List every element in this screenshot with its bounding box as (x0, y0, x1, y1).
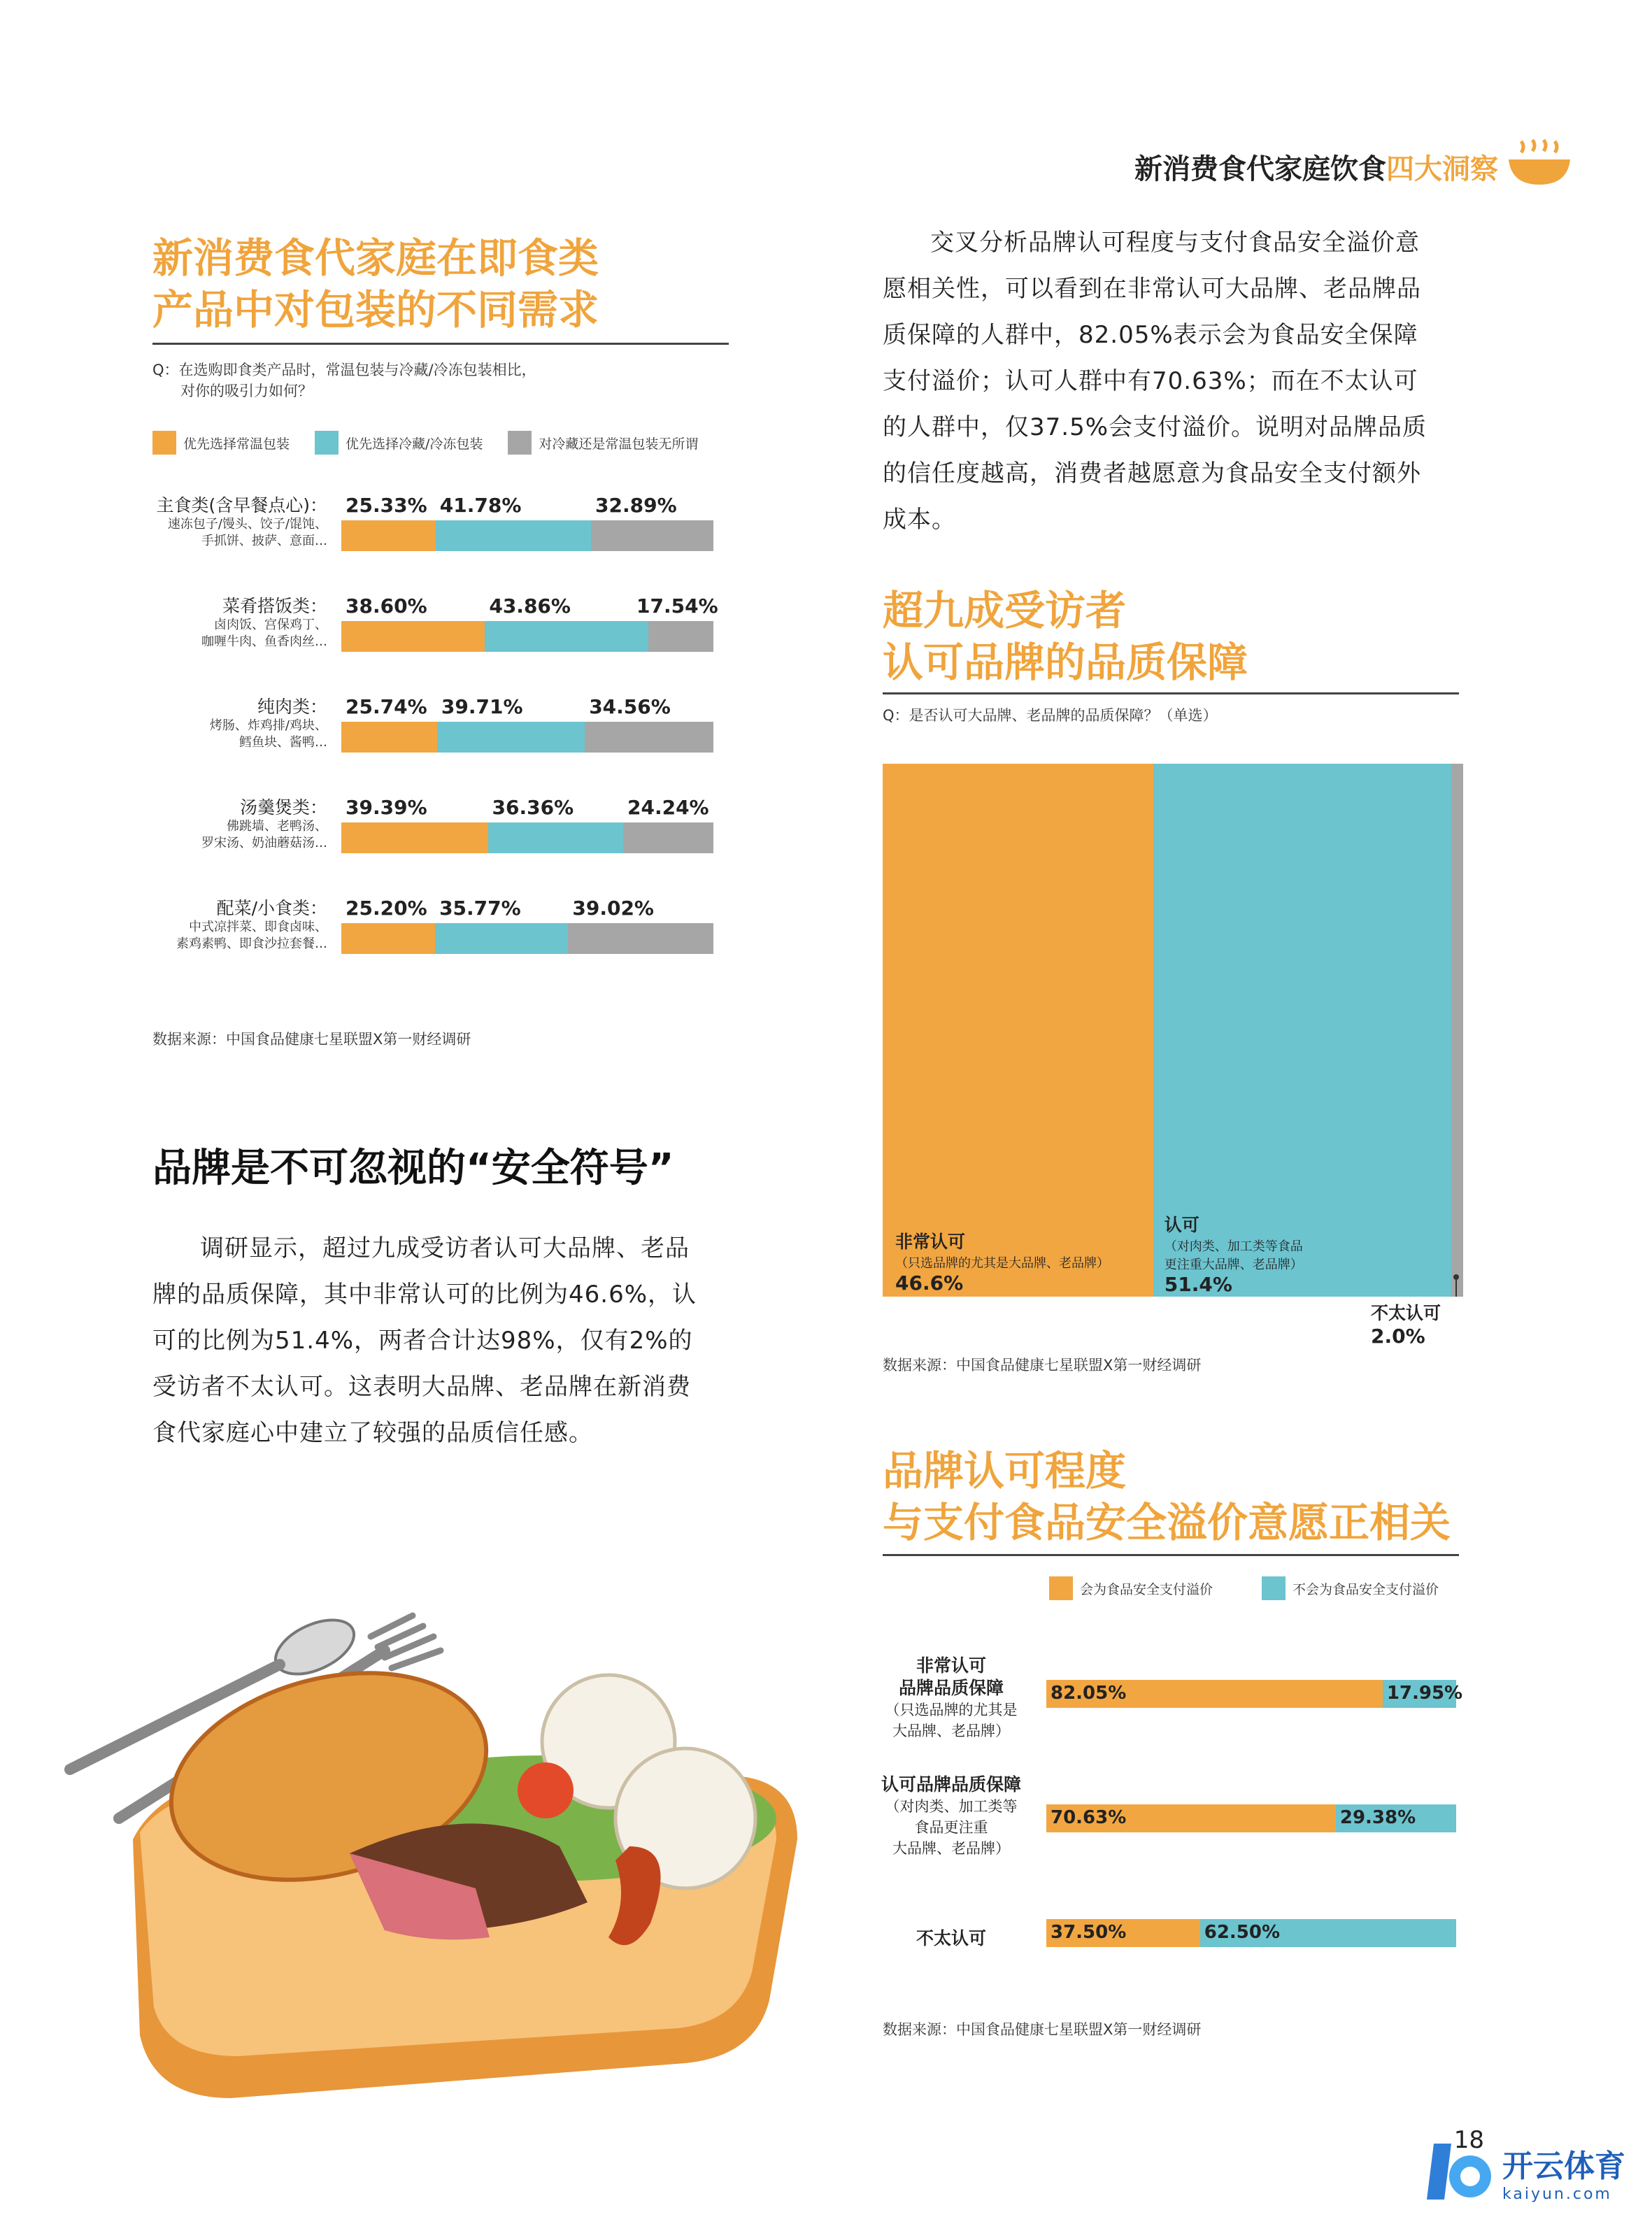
bar-segment (341, 520, 436, 551)
stacked-bar (1046, 1680, 1463, 1708)
category-desc: 素鸡素鸭、即食沙拉套餐… (176, 936, 327, 951)
seg-note: 更注重大品牌、老品牌） (1164, 1257, 1303, 1272)
paragraph-line: 食代家庭心中建立了较强的品质信任感。 (152, 1419, 593, 1447)
seg-note: （只选品牌的尤其是大品牌、老品牌） (895, 1256, 1109, 1271)
seg-value: 2.0% (1371, 1325, 1425, 1348)
right-chart1-title-line1: 超九成受访者 (883, 587, 1127, 634)
percent-label: 25.74% (346, 695, 427, 718)
right-chart2-legend (1049, 1576, 1439, 1600)
category-label (138, 697, 327, 751)
legend-swatch-gray (508, 431, 532, 455)
right-paragraph (883, 220, 1484, 543)
page-number: 18 (1453, 2126, 1484, 2154)
stacked-bar (341, 822, 713, 853)
category-desc: 大品牌、老品牌） (892, 1723, 1010, 1739)
legend-swatch-teal (315, 431, 339, 455)
seg-name: 不太认可 (1371, 1303, 1441, 1323)
percent-label: 82.05% (1051, 1683, 1127, 1704)
category-name: 纯肉类： (257, 697, 327, 717)
category-desc: 食品更注重 (914, 1819, 988, 1836)
stacked-bar (341, 923, 713, 954)
paragraph-line: 受访者不太认可。这表明大品牌、老品牌在新消费 (152, 1373, 691, 1401)
leader-dot (1453, 1274, 1459, 1280)
stacked-bar (1046, 1804, 1456, 1832)
bar-segment (435, 923, 568, 954)
bar-segment (1200, 1919, 1456, 1947)
right-chart2-source: 数据来源：中国食品健康七星联盟X第一财经调研 (883, 2021, 1202, 2038)
bar-segment (648, 621, 713, 652)
left-chart-title-line1: 新消费食代家庭在即食类 (152, 234, 599, 282)
left-chart-legend (152, 431, 698, 455)
category-label (138, 797, 327, 852)
category-name: 非常认可 (916, 1655, 986, 1676)
seg-label-not (1371, 1299, 1441, 1348)
category-desc: 手抓饼、披萨、意面… (201, 534, 327, 548)
category-label (138, 898, 327, 953)
category-label (867, 1774, 1035, 1859)
category-desc: 罗宋汤、奶油蘑菇汤… (201, 836, 327, 850)
category-desc: （对肉类、加工类等 (885, 1798, 1018, 1815)
bar-segment (436, 520, 591, 551)
percent-label: 70.63% (1051, 1807, 1127, 1828)
divider (883, 692, 1459, 694)
right-chart2-title-line1: 品牌认可程度 (883, 1447, 1127, 1495)
bar-not-recognize (1451, 764, 1463, 1297)
percent-label: 29.38% (1339, 1807, 1416, 1828)
bar-segment (341, 822, 488, 853)
food-illustration (56, 1609, 839, 2154)
category-desc: 鳕鱼块、酱鸭… (239, 735, 327, 750)
header-title-main: 新消费食代家庭饮食 (1134, 153, 1386, 185)
watermark-text: 开云体育 (1502, 2148, 1625, 2184)
bar-segment (341, 621, 485, 652)
paragraph-line: 的人群中，仅37.5%会支付溢价。说明对品牌品质 (883, 413, 1427, 441)
paragraph-line: 交叉分析品牌认可程度与支付食品安全溢价意 (930, 229, 1420, 257)
category-name: 不太认可 (916, 1928, 986, 1948)
paragraph-line: 质保障的人群中，82.05%表示会为食品安全保障 (883, 321, 1418, 349)
right-chart1-source: 数据来源：中国食品健康七星联盟X第一财经调研 (883, 1357, 1202, 1374)
stacked-bar (341, 722, 713, 753)
percent-label: 39.02% (572, 897, 654, 920)
header-title-highlight: 四大洞察 (1386, 153, 1498, 185)
percent-label: 62.50% (1204, 1922, 1281, 1943)
stacked-bar (341, 520, 713, 551)
bar-segment (623, 822, 713, 853)
bar-very-recognize (883, 764, 1153, 1297)
category-label (867, 1655, 1035, 1741)
legend-swatch-teal (1262, 1576, 1286, 1600)
question-line1: Q：在选购即食类产品时，常温包装与冷藏/冷冻包装相比， (152, 362, 536, 378)
percent-label: 38.60% (346, 594, 427, 618)
percent-label: 39.71% (441, 695, 523, 718)
right-chart1-question: Q：是否认可大品牌、老品牌的品质保障？（单选） (883, 707, 1218, 724)
category-desc: 咖喱牛肉、鱼香肉丝… (201, 634, 327, 649)
right-chart1-title (883, 585, 1248, 688)
left-chart-title (152, 232, 599, 336)
percent-label: 32.89% (595, 494, 677, 517)
bar-segment (1046, 1804, 1336, 1832)
legend-label: 对冷藏还是常温包装无所谓 (539, 436, 699, 452)
left-chart-question (152, 359, 536, 401)
paragraph-line: 愿相关性，可以看到在非常认可大品牌、老品牌品 (883, 275, 1421, 303)
paragraph-line: 支付溢价；认可人群中有70.63%；而在不太认可 (883, 367, 1418, 395)
legend-label: 优先选择常温包装 (183, 436, 290, 452)
divider (883, 1554, 1459, 1556)
left-chart-source: 数据来源：中国食品健康七星联盟X第一财经调研 (152, 1031, 471, 1048)
seg-note: （对肉类、加工类等食品 (1164, 1239, 1303, 1254)
legend-swatch-orange (1049, 1576, 1073, 1600)
category-name: 品牌品质保障 (898, 1678, 1004, 1698)
seg-name: 非常认可 (895, 1232, 966, 1252)
recognition-chart (883, 764, 1463, 1297)
legend-label: 优先选择冷藏/冷冻包装 (346, 436, 483, 452)
percent-label: 36.36% (492, 796, 574, 819)
bar-segment (585, 722, 713, 753)
category-label (867, 1927, 1035, 1950)
percent-label: 39.39% (346, 796, 427, 819)
bowl-icon (1507, 138, 1572, 187)
paragraph-line: 调研显示，超过九成受访者认可大品牌、老品 (200, 1234, 690, 1262)
category-name: 认可品牌品质保障 (881, 1774, 1021, 1795)
paragraph-line: 牌的品质保障，其中非常认可的比例为46.6%，认 (152, 1281, 697, 1309)
paragraph-line: 成本。 (883, 506, 956, 534)
category-label (138, 596, 327, 650)
paragraph-line: 可的比例为51.4%，两者合计达98%，仅有2%的 (152, 1327, 693, 1355)
right-chart2-title-line2: 与支付食品安全溢价意愿正相关 (883, 1499, 1451, 1546)
percent-label: 34.56% (589, 695, 671, 718)
percent-label: 37.50% (1051, 1922, 1127, 1943)
stacked-bar (1046, 1919, 1456, 1947)
category-desc: 佛跳墙、老鸭汤、 (227, 819, 327, 834)
category-desc: 大品牌、老品牌） (892, 1840, 1010, 1857)
leader-line (1455, 1280, 1457, 1297)
category-name: 主食类(含早餐点心)： (156, 495, 327, 515)
percent-label: 24.24% (627, 796, 709, 819)
right-chart1-title-line2: 认可品牌的品质保障 (883, 639, 1248, 686)
bar-segment (1336, 1804, 1456, 1832)
seg-label-very (895, 1228, 1109, 1295)
bar-segment (341, 923, 435, 954)
category-name: 菜肴搭饭类： (222, 596, 327, 616)
bar-segment (1046, 1680, 1383, 1708)
category-name: 汤羹煲类： (239, 797, 327, 818)
bar-segment (1383, 1680, 1463, 1708)
bar-segment (568, 923, 713, 954)
legend-label: 不会为食品安全支付溢价 (1293, 1581, 1439, 1597)
legend-label: 会为食品安全支付溢价 (1080, 1581, 1213, 1597)
seg-label-recognize (1165, 1211, 1303, 1296)
percent-label: 25.33% (346, 494, 427, 517)
watermark-sub: kaiyun.com (1502, 2185, 1612, 2203)
category-label (138, 495, 327, 550)
seg-name: 认可 (1164, 1215, 1199, 1235)
kaiyun-logo-icon (1420, 2133, 1497, 2210)
bar-segment (1046, 1919, 1200, 1947)
percent-label: 17.54% (636, 594, 718, 618)
percent-label: 17.95% (1386, 1683, 1463, 1704)
seg-value: 51.4% (1164, 1273, 1232, 1296)
bar-segment (591, 520, 713, 551)
category-desc: （只选品牌的尤其是 (885, 1702, 1018, 1718)
bar-segment (437, 722, 585, 753)
right-chart2-title (883, 1445, 1451, 1548)
percent-label: 43.86% (489, 594, 571, 618)
stacked-bar (341, 621, 713, 652)
category-desc: 卤肉饭、宫保鸡丁、 (214, 618, 327, 632)
percent-label: 25.20% (346, 897, 427, 920)
seg-value: 46.6% (895, 1271, 964, 1295)
category-desc: 中式凉拌菜、即食卤味、 (189, 920, 327, 934)
bar-segment (341, 722, 437, 753)
bar-segment (488, 822, 623, 853)
watermark-logo (1420, 2133, 1625, 2210)
divider (152, 343, 729, 345)
running-header (1134, 147, 1498, 187)
paragraph-line: 的信任度越高，消费者越愿意为食品安全支付额外 (883, 459, 1421, 487)
left-paragraph (152, 1225, 740, 1456)
left-chart-title-line2: 产品中对包装的不同需求 (152, 286, 599, 334)
percent-label: 41.78% (439, 494, 522, 517)
bar-segment (485, 621, 648, 652)
legend-swatch-orange (152, 431, 176, 455)
category-desc: 烤肠、炸鸡排/鸡块、 (209, 718, 327, 733)
question-line2: 对你的吸引力如何？ (180, 383, 313, 399)
section-heading: 品牌是不可忽视的“安全符号” (152, 1146, 674, 1191)
category-desc: 速冻包子/馒头、饺子/馄饨、 (167, 517, 327, 532)
category-name: 配菜/小食类： (216, 898, 327, 918)
percent-label: 35.77% (439, 897, 521, 920)
